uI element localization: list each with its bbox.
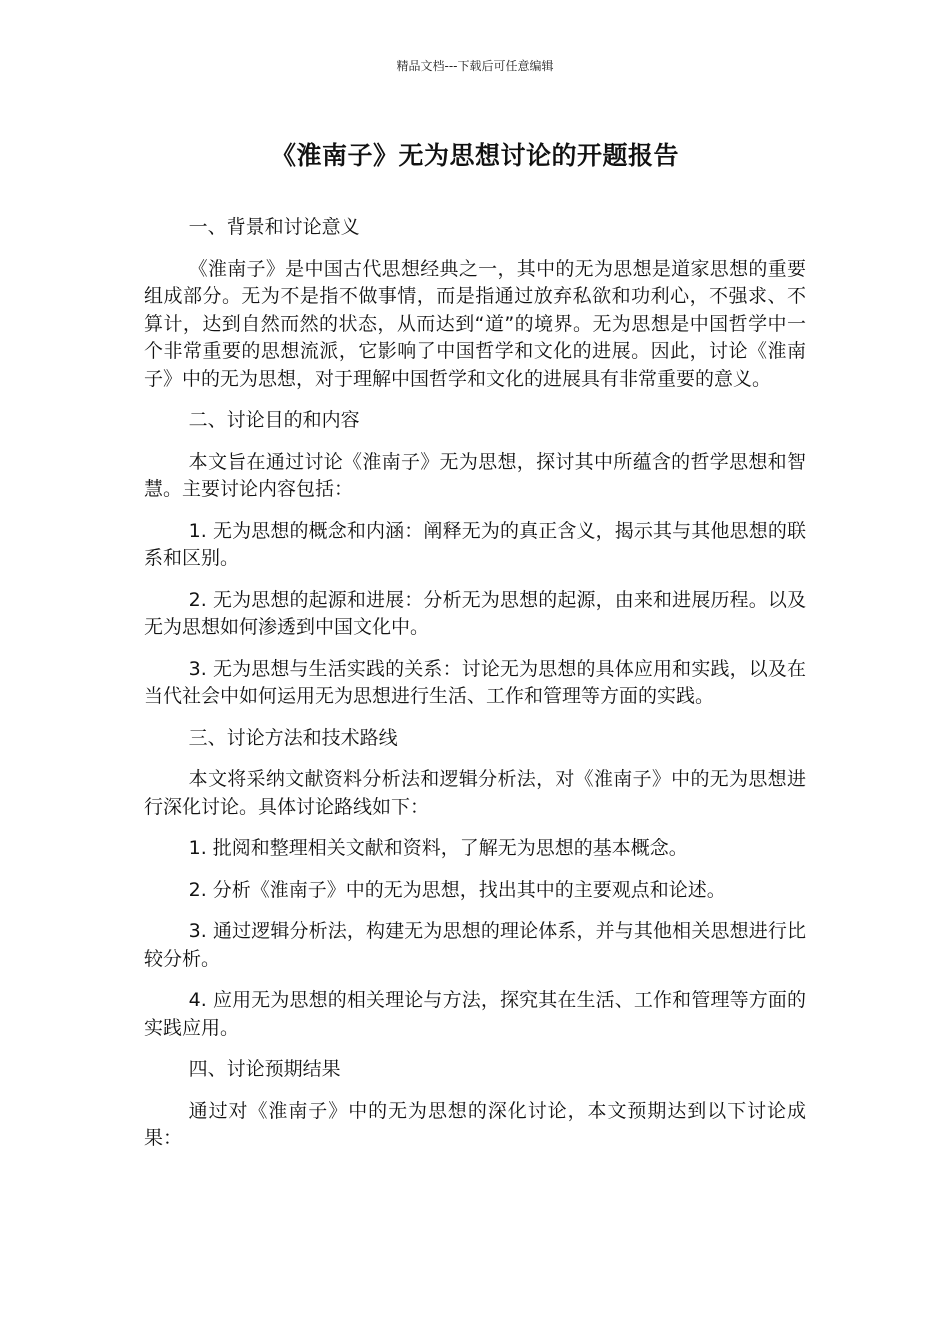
list-item-content-1: 1. 无为思想的概念和内涵：阐释无为的真正含义，揭示其与其他思想的联系和区别。 (144, 519, 806, 569)
section-heading-method: 三、讨论方法和技术路线 (188, 726, 398, 749)
paragraph-background: 《淮南子》是中国古代思想经典之一，其中的无为思想是道家思想的重要组成部分。无为不是指不做事情，而是指通过放弃私欲和功利心，不强求、不算计，达到自然而然的状态，从而达到“道”的境界。无为思想是中国哲学中一个非常重要的思想流派，它影响了中国哲学和文化的进展。因此，讨论《淮南子》中的无为思想，对于理解中国哲学和文化的进展具有非常重要的意义。 (144, 257, 806, 390)
paragraph-method: 本文将采纳文献资料分析法和逻辑分析法，对《淮南子》中的无为思想进行深化讨论。具体讨论路线如下： (144, 768, 806, 818)
section-heading-results: 四、讨论预期结果 (188, 1058, 341, 1080)
header-note: 精品文档---下载后可任意编辑 (396, 59, 554, 73)
document-body (144, 214, 806, 1167)
paragraph-results: 通过对《淮南子》中的无为思想的深化讨论，本文预期达到以下讨论成果： (144, 1099, 806, 1149)
document-title: 《淮南子》无为思想讨论的开题报告 (270, 141, 679, 170)
section-heading-purpose: 二、讨论目的和内容 (188, 409, 360, 431)
list-item-content-3: 3. 无为思想与生活实践的关系：讨论无为思想的具体应用和实践，以及在当代社会中如何运用无为思想进行生活、工作和管理等方面的实践。 (144, 657, 806, 707)
list-item-method-2: 2. 分析《淮南子》中的无为思想，找出其中的主要观点和论述。 (188, 878, 726, 901)
list-item-content-2: 2. 无为思想的起源和进展：分析无为思想的起源，由来和进展历程。以及无为思想如何渗透到中国文化中。 (144, 588, 806, 638)
section-heading-background: 一、背景和讨论意义 (188, 216, 360, 238)
list-item-method-1: 1. 批阅和整理相关文献和资料，了解无为思想的基本概念。 (188, 837, 688, 859)
list-item-method-3: 3. 通过逻辑分析法，构建无为思想的理论体系，并与其他相关思想进行比较分析。 (144, 920, 806, 970)
paragraph-purpose: 本文旨在通过讨论《淮南子》无为思想，探讨其中所蕴含的哲学思想和智慧。主要讨论内容包括： (144, 450, 806, 500)
list-item-method-4: 4. 应用无为思想的相关理论与方法，探究其在生活、工作和管理等方面的实践应用。 (144, 989, 806, 1039)
